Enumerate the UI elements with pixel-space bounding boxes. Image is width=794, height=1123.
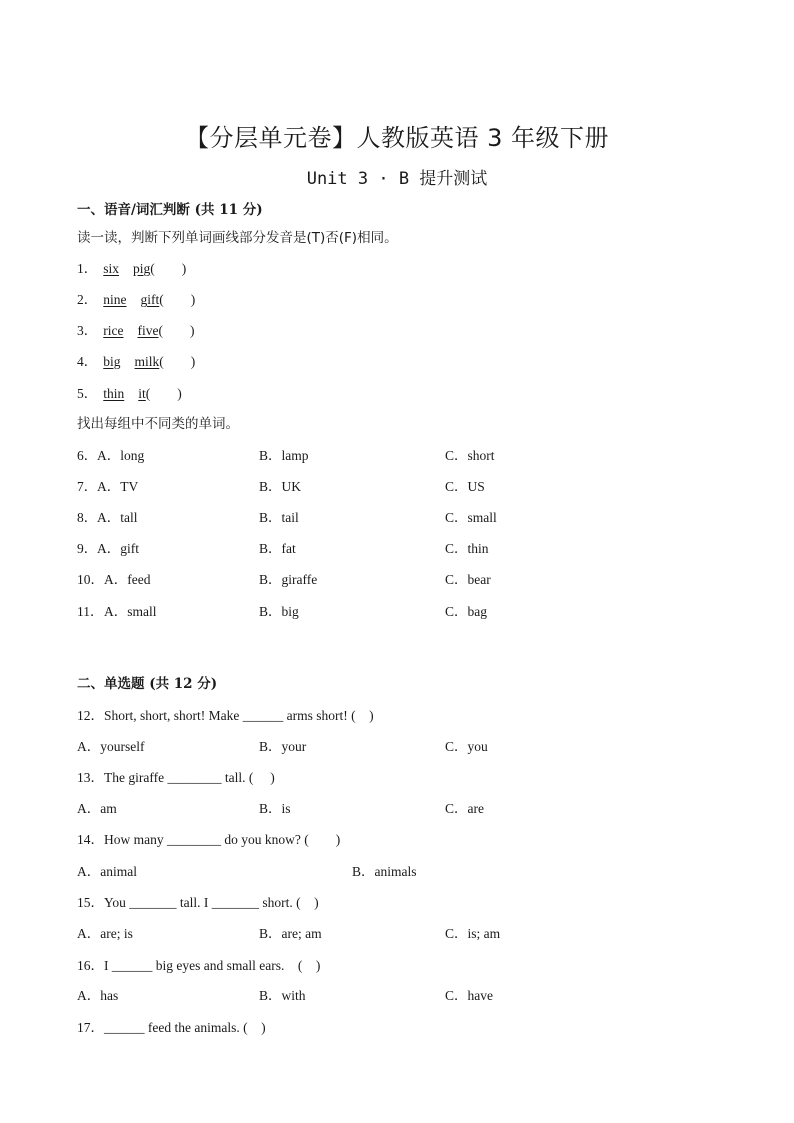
question-14-stem: 14．How many ________ do you know? ( ) (77, 832, 341, 847)
option-c[interactable]: C．bag (445, 604, 487, 619)
option-c[interactable]: C．you (445, 739, 488, 754)
phonics-item-3: 3． rice five( ) (77, 323, 195, 338)
option-b[interactable]: B．are; am (259, 926, 322, 941)
word-1: rice (103, 323, 124, 338)
option-a[interactable]: A．feed (104, 572, 151, 587)
phonics-item-2: 2． nine gift( ) (77, 292, 196, 307)
option-c[interactable]: C．is; am (445, 926, 501, 941)
word-2: five (137, 323, 159, 338)
option-a[interactable]: A．small (104, 604, 157, 619)
question-12-stem: 12．Short, short, short! Make ______ arms short! ( ) (77, 708, 374, 723)
option-a[interactable]: A．tall (97, 510, 138, 525)
option-c[interactable]: C．thin (445, 541, 489, 556)
option-a[interactable]: A．am (77, 801, 117, 816)
option-c[interactable]: C．have (445, 988, 493, 1003)
answer-blank[interactable]: ( ) (159, 354, 196, 369)
question-17-stem: 17．______ feed the animals. ( ) (77, 1020, 266, 1035)
answer-blank[interactable]: ( ) (150, 261, 187, 276)
option-a[interactable]: A．gift (97, 541, 139, 556)
answer-blank[interactable]: ( ) (145, 386, 182, 401)
word-2: pig (133, 261, 151, 276)
option-c[interactable]: C．bear (445, 572, 491, 587)
question-16-stem: 16．I ______ big eyes and small ears. ( ) (77, 958, 321, 973)
question-number: 11． (77, 604, 104, 619)
option-c[interactable]: C．are (445, 801, 484, 816)
question-number: 6． (77, 448, 98, 463)
section2-heading: 二、单选题 (共 12 分) (77, 676, 218, 692)
option-c[interactable]: C．short (445, 448, 495, 463)
word-1: six (103, 261, 120, 276)
answer-blank[interactable]: ( ) (159, 292, 196, 307)
option-a[interactable]: A．are; is (77, 926, 133, 941)
option-b[interactable]: B．fat (259, 541, 296, 556)
option-a[interactable]: A．TV (97, 479, 139, 494)
word-1: big (103, 354, 121, 369)
option-b[interactable]: B．is (259, 801, 291, 816)
option-b[interactable]: B．with (259, 988, 306, 1003)
option-b[interactable]: B．UK (259, 479, 302, 494)
word-2: milk (134, 354, 160, 369)
option-c[interactable]: C．US (445, 479, 485, 494)
option-b[interactable]: B．your (259, 739, 307, 754)
section1-instruction-b: 找出每组中不同类的单词。 (77, 416, 239, 432)
option-a[interactable]: A．has (77, 988, 119, 1003)
question-number: 9． (77, 541, 98, 556)
option-b[interactable]: B．lamp (259, 448, 309, 463)
word-2: gift (140, 292, 160, 307)
phonics-item-5: 5． thin it( ) (77, 386, 182, 401)
question-15-stem: 15．You _______ tall. I _______ short. ( ) (77, 895, 319, 910)
section1-instruction-a: 读一读，判断下列单词画线部分发音是(T)否(F)相同。 (77, 230, 398, 246)
word-1: nine (103, 292, 127, 307)
page-title: 【分层单元卷】人教版英语 3 年级下册 (184, 124, 610, 152)
question-13-stem: 13．The giraffe ________ tall. ( ) (77, 770, 275, 785)
page-subtitle: Unit 3 · B 提升测试 (306, 169, 488, 189)
phonics-item-4: 4． big milk( ) (77, 354, 196, 369)
option-c[interactable]: C．small (445, 510, 497, 525)
option-b[interactable]: B．big (259, 604, 299, 619)
question-number: 8． (77, 510, 98, 525)
word-2: it (138, 386, 146, 401)
answer-blank[interactable]: ( ) (158, 323, 195, 338)
question-number: 10． (77, 572, 104, 587)
option-b[interactable]: B．tail (259, 510, 299, 525)
word-1: thin (103, 386, 125, 401)
option-a[interactable]: A．long (97, 448, 145, 463)
section1-heading: 一、语音/词汇判断 (共 11 分) (77, 202, 263, 218)
question-number: 7． (77, 479, 98, 494)
phonics-item-1: 1． six pig( ) (77, 261, 187, 276)
option-b[interactable]: B．giraffe (259, 572, 318, 587)
option-a[interactable]: A．yourself (77, 739, 145, 754)
option-b[interactable]: B．animals (352, 864, 417, 879)
option-a[interactable]: A．animal (77, 864, 137, 879)
